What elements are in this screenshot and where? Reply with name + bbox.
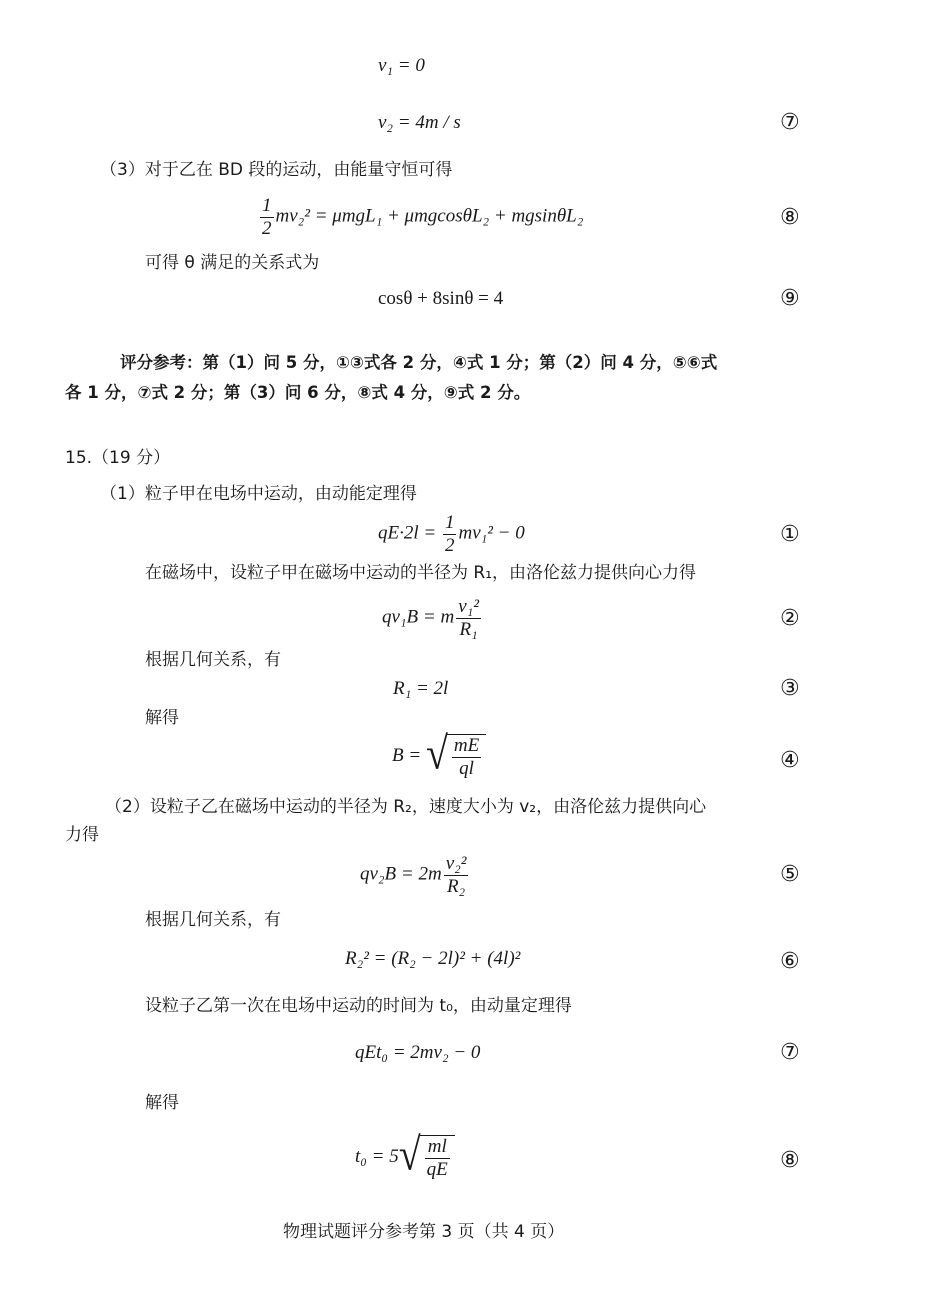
part3-intro: （3）对于乙在 BD 段的运动，由能量守恒可得 — [100, 160, 453, 180]
frac-num: ml — [425, 1136, 450, 1159]
equation-9a: cosθ + 8sinθ = 4 — [378, 288, 504, 309]
equation-8-lhs: t₀ = 5 — [355, 1146, 399, 1168]
scoring-reference-line1: 评分参考：第（1）问 5 分，①③式各 2 分，④式 1 分；第（2）问 4 分，⑤⑥式 — [120, 353, 718, 372]
part2-intro-line1: （2）设粒子乙在磁场中运动的半径为 R₂，速度大小为 v₂，由洛伦兹力提供向心 — [105, 797, 707, 817]
frac-num: v₂² — [445, 853, 467, 874]
equation-7: qEt₀ = 2mv₂ − 0 — [355, 1042, 481, 1063]
equation-number-9a: ⑨ — [780, 286, 800, 311]
square-root — [425, 727, 486, 780]
frac-den: qE — [426, 1158, 448, 1180]
equation-number-3: ③ — [780, 676, 800, 701]
solve-text-2: 解得 — [145, 1093, 179, 1113]
frac-den: R₁ — [459, 618, 478, 640]
equation-v1: v₁ = 0 — [378, 55, 425, 76]
equation-number-4: ④ — [780, 748, 800, 773]
scoring-reference-line2: 各 1 分，⑦式 2 分；第（3）问 6 分，⑧式 4 分，⑨式 2 分。 — [65, 383, 531, 402]
radical-icon: √ — [425, 727, 448, 779]
equation-2-lhs: qv₁B = m — [382, 606, 455, 628]
equation-3: R₁ = 2l — [393, 678, 449, 699]
equation-8 — [355, 1128, 455, 1181]
fraction-half — [443, 512, 457, 557]
geometry-text-2: 根据几何关系，有 — [145, 910, 281, 930]
equation-8a-rest: mv₂² = μmgL₁ + μmgcosθL₂ + mgsinθL₂ — [275, 205, 584, 227]
part1-intro: （1）粒子甲在电场中运动，由动能定理得 — [100, 484, 417, 504]
equation-4 — [392, 727, 486, 780]
equation-number-2: ② — [780, 606, 800, 631]
equation-6: R₂² = (R₂ − 2l)² + (4l)² — [345, 948, 521, 969]
equation-4-lhs: B = — [392, 745, 426, 767]
time-text: 设粒子乙第一次在电场中运动的时间为 t₀，由动量定理得 — [145, 996, 572, 1016]
equation-1 — [378, 512, 525, 557]
fraction — [452, 735, 481, 780]
frac-den: 2 — [444, 534, 455, 556]
equation-1-lhs: qE·2l = — [378, 522, 441, 544]
equation-5-lhs: qv₂B = 2m — [360, 863, 442, 885]
equation-v2: v₂ = 4m / s — [378, 112, 461, 133]
question-15-title: 15.（19 分） — [65, 448, 171, 468]
frac-den: 2 — [262, 217, 272, 239]
radical-icon: √ — [398, 1128, 421, 1180]
equation-number-6: ⑥ — [780, 949, 800, 974]
frac-den: R₂ — [446, 875, 466, 897]
square-root — [398, 1128, 455, 1181]
geometry-text-1: 根据几何关系，有 — [145, 650, 281, 670]
part2-intro-line2: 力得 — [65, 825, 99, 845]
frac-num: v₁² — [458, 596, 479, 617]
page-footer: 物理试题评分参考第 3 页（共 4 页） — [283, 1222, 565, 1242]
equation-number-7a: ⑦ — [780, 110, 800, 135]
fraction — [456, 596, 481, 641]
fraction — [444, 853, 469, 898]
solve-text-1: 解得 — [145, 708, 179, 728]
equation-number-8a: ⑧ — [780, 205, 800, 230]
equation-1-rest: mv₁² − 0 — [458, 522, 525, 544]
radicand — [447, 734, 486, 780]
equation-2 — [382, 596, 483, 641]
equation-number-5: ⑤ — [780, 862, 800, 887]
theta-relation-text: 可得 θ 满足的关系式为 — [145, 253, 320, 273]
frac-num: 1 — [262, 195, 272, 216]
equation-5 — [360, 853, 470, 898]
frac-den: ql — [459, 757, 474, 779]
equation-number-7: ⑦ — [780, 1040, 800, 1065]
fraction-half — [260, 195, 274, 240]
equation-8a — [258, 195, 583, 240]
radicand — [420, 1135, 455, 1181]
fraction — [425, 1136, 450, 1181]
frac-num: mE — [453, 735, 480, 756]
equation-number-1: ① — [780, 522, 800, 547]
equation-number-8: ⑧ — [780, 1148, 800, 1173]
magnetic-field-text: 在磁场中，设粒子甲在磁场中运动的半径为 R₁，由洛伦兹力提供向心力得 — [145, 563, 697, 583]
frac-num: 1 — [444, 512, 455, 533]
